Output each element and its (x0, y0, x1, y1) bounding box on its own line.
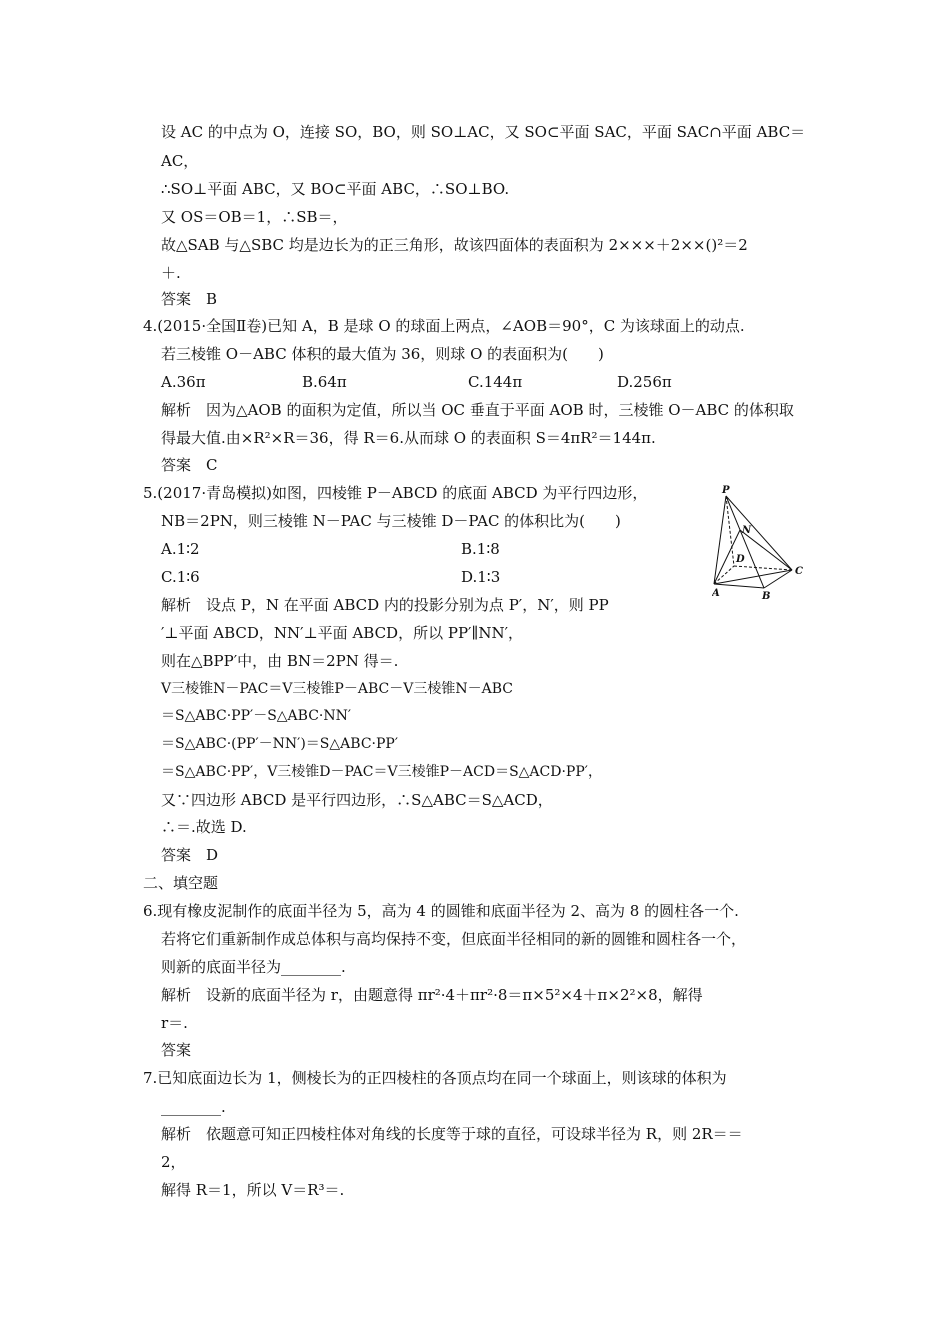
text-line: 2， (161, 1153, 186, 1171)
question-7-stem: 7.已知底面边长为 1，侧棱长为的正四棱柱的各顶点均在同一个球面上，则该球的体积为 (143, 1069, 727, 1087)
text-line: 若将它们重新制作成总体积与高均保持不变，但底面半径相同的新的圆锥和圆柱各一个， (161, 930, 747, 948)
label-a: A (712, 588, 720, 599)
pyramid-figure (712, 484, 816, 602)
text-line: 解析 设点 P，N 在平面 ABCD 内的投影分别为点 P′，N′，则 PP (161, 596, 609, 614)
edge-ab (714, 584, 764, 588)
text-line: 若三棱锥 O－ABC 体积的最大值为 36，则球 O 的表面积为( ) (161, 345, 604, 363)
option-d: D.1∶3 (461, 568, 501, 586)
answer-line: 答案 (161, 1041, 192, 1059)
option-b: B.1∶8 (461, 540, 500, 558)
label-n: N (742, 525, 752, 536)
text-line: 故△SAB 与△SBC 均是边长为的正三角形，故该四面体的表面积为 2×××＋2××()²＝2 (161, 236, 748, 254)
text-line: 解析 因为△AOB 的面积为定值，所以当 OC 垂直于平面 AOB 时，三棱锥 O－ABC 的体积取 (161, 401, 794, 419)
text-line: ′⊥平面 ABCD，NN′⊥平面 ABCD，所以 PP′∥NN′， (161, 624, 524, 642)
option-d: D.256π (617, 373, 672, 391)
formula-line: ＝S△ABC·(PP′－NN′)＝S△ABC·PP′ (161, 736, 398, 752)
formula-line: ＝S△ABC·PP′，V三棱锥D－PAC＝V三棱锥P－ACD＝S△ACD·PP′， (161, 764, 602, 780)
text-line: 得最大值.由×R²×R＝36，得 R＝6.从而球 O 的表面积 S＝4πR²＝144π. (161, 429, 656, 447)
question-5-stem: 5.(2017·青岛模拟)如图，四棱锥 P－ABCD 的底面 ABCD 为平行四边形， (143, 484, 648, 502)
question-4-stem: 4.(2015·全国Ⅱ卷)已知 A，B 是球 O 的球面上两点，∠AOB＝90°，C 为该球面上的动点. (143, 317, 745, 335)
formula-line: ＝S△ABC·PP′－S△ABC·NN′ (161, 708, 352, 724)
label-b: B (762, 591, 771, 602)
text-line: 又∵四边形 ABCD 是平行四边形，∴S△ABC＝S△ACD， (161, 791, 553, 809)
text-line: 则在△BPP′中，由 BN＝2PN 得＝. (161, 652, 399, 670)
label-p: P (722, 485, 730, 496)
label-c: C (795, 566, 803, 577)
text-line: 解析 设新的底面半径为 r，由题意得 πr²·4＋πr²·8＝π×5²×4＋π×2²×8，解得 (161, 986, 703, 1004)
edge-dc-hidden (734, 566, 792, 570)
text-line: 设 AC 的中点为 O，连接 SO，BO，则 SO⊥AC，又 SO⊂平面 SAC，平面 SAC∩平面 ABC＝ (161, 123, 806, 141)
text-line: 则新的底面半径为________. (161, 958, 346, 976)
answer-line: 答案 C (161, 456, 218, 474)
option-b: B.64π (302, 373, 347, 391)
option-a: A.36π (161, 373, 206, 391)
text-line: r＝. (161, 1014, 188, 1032)
text-line: 解得 R＝1，所以 V＝R³＝. (161, 1181, 345, 1199)
answer-line: 答案 B (161, 290, 218, 308)
text-line: ∴＝.故选 D. (161, 818, 247, 836)
text-line: ＋. (161, 264, 181, 282)
question-6-stem: 6.现有橡皮泥制作的底面半径为 5，高为 4 的圆锥和底面半径为 2、高为 8 的圆柱各一个. (143, 902, 739, 920)
formula-line: V三棱锥N－PAC＝V三棱锥P－ABC－V三棱锥N－ABC (161, 681, 513, 697)
answer-line: 答案 D (161, 846, 219, 864)
text-line: 又 OS＝OB＝1，∴SB＝， (161, 208, 348, 226)
section-heading: 二、填空题 (143, 874, 219, 892)
text-line: 解析 依题意可知正四棱柱体对角线的长度等于球的直径，可设球半径为 R，则 2R＝＝ (161, 1125, 743, 1143)
text-line: ∴SO⊥平面 ABC，又 BO⊂平面 ABC，∴SO⊥BO. (161, 180, 510, 198)
text-line: NB＝2PN，则三棱锥 N－PAC 与三棱锥 D－PAC 的体积比为( ) (161, 512, 621, 530)
option-c: C.1∶6 (161, 568, 200, 586)
label-d: D (736, 554, 745, 565)
option-a: A.1∶2 (161, 540, 200, 558)
text-line: ________. (161, 1098, 226, 1116)
text-line: AC， (161, 152, 199, 170)
option-c: C.144π (468, 373, 523, 391)
